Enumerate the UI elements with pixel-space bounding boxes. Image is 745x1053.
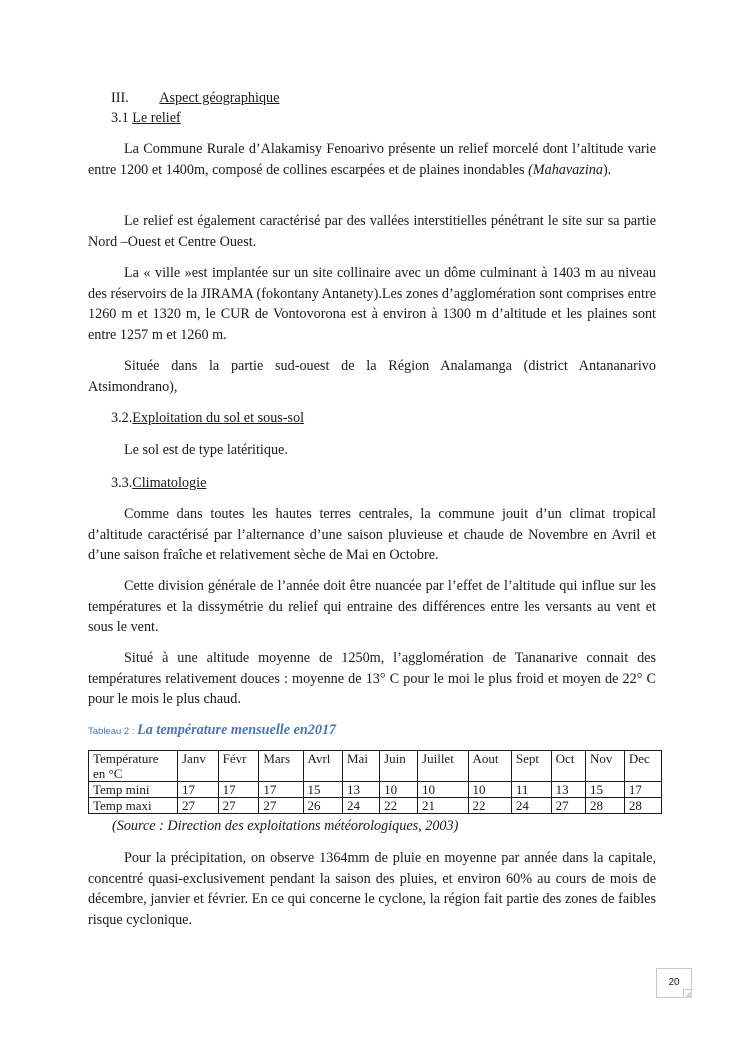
paragraph-relief-3: La « ville »est implantée sur un site collinaire avec un dôme culminant à 1403 m au niveau des réservoirs de la JIRAMA (fokontany Antanety).Les zones d’agglomération sont comprises entre 1260 m et 1320 m, le CUR de Vontovorona est à environ à 1300 m d’altitude et les plaines sont entre 1257 m et 1260 m. [88, 265, 656, 343]
month-header: Sept [511, 751, 551, 782]
table-cell: 10 [380, 782, 418, 798]
table-cell: 24 [511, 798, 551, 814]
month-header: Nov [586, 751, 625, 782]
section-title: Aspect géographique [159, 90, 280, 106]
table-cell: 26 [303, 798, 342, 814]
month-header: Janv [178, 751, 219, 782]
paragraph-climat-1: Comme dans toutes les hautes terres centrales, la commune jouit d’un climat tropical d’altitude caractérisé par l’alternance d’une saison pluvieuse et chaude de Novembre en Avril et d’une saison fraîche et relativement sèche de Mai en Octobre. [88, 506, 656, 563]
table-cell: 24 [342, 798, 379, 814]
temperature-table [88, 750, 662, 814]
paragraph-text: La Commune Rurale d’Alakamisy Fenoarivo présente un relief morcelé dont l’altitude varie entre 1200 et 1400m, composé de collines escarpées et de plaines inondables [88, 141, 656, 178]
table-header-label [89, 751, 178, 782]
subsection-number: 3.1 [111, 110, 129, 126]
table-cell: 27 [551, 798, 585, 814]
table-cell: 13 [342, 782, 379, 798]
table-caption-title: La température mensuelle en2017 [137, 722, 337, 738]
page-number: 20 [668, 977, 680, 988]
subsection-heading-sol [111, 408, 304, 428]
table-cell: 13 [551, 782, 585, 798]
month-header: Mai [342, 751, 379, 782]
paragraph-relief-4: Située dans la partie sud-ouest de la Région Analamanga (district Antananarivo Atsimondrano), [88, 358, 656, 395]
table-header-row [89, 751, 662, 782]
subsection-number: 3.2. [111, 410, 133, 426]
paragraph-sol-1: Le sol est de type latéritique. [124, 442, 288, 458]
subsection-number: 3.3. [111, 475, 133, 491]
month-header: Mars [259, 751, 303, 782]
subsection-title: Climatologie [132, 475, 207, 491]
table-cell: 15 [586, 782, 625, 798]
table-cell: 22 [468, 798, 511, 814]
header-line: Température [93, 751, 159, 766]
table-row [89, 798, 662, 814]
table-cell: 17 [624, 782, 661, 798]
section-number: III. [111, 90, 129, 106]
table-source: (Source : Direction des exploitations météorologiques, 2003) [112, 818, 459, 834]
table-cell: 27 [178, 798, 219, 814]
table-cell: 11 [511, 782, 551, 798]
month-header: Aout [468, 751, 511, 782]
month-header: Oct [551, 751, 585, 782]
table-cell: 28 [586, 798, 625, 814]
table-cell: 27 [218, 798, 259, 814]
table-cell: 15 [303, 782, 342, 798]
paragraph-text-end: ). [602, 161, 612, 178]
table-cell: 27 [259, 798, 303, 814]
table-cell: 17 [178, 782, 219, 798]
month-header: Avrl [303, 751, 342, 782]
table-cell: 21 [418, 798, 468, 814]
header-line: en °C [93, 766, 123, 781]
subsection-heading-relief [111, 108, 181, 128]
page-number-box [656, 968, 692, 998]
paragraph-climat-3: Situé à une altitude moyenne de 1250m, l’agglomération de Tananarive connait des températures relativement douces : moyenne de 13° C pour le moi le plus froid et moyen de 22° C pour le mois le plus chaud. [88, 650, 656, 707]
subsection-heading-climat [111, 473, 206, 493]
table-cell: 10 [468, 782, 511, 798]
month-header: Juin [380, 751, 418, 782]
paragraph-climat-2: Cette division générale de l’année doit être nuancée par l’effet de l’altitude qui influe sur les températures et la dissymétrie du relief qui entraine des différences entre les versants au vent et sous le vent. [88, 578, 656, 635]
month-header: Févr [218, 751, 259, 782]
table-cell: 28 [624, 798, 661, 814]
paragraph-relief-1 [88, 139, 656, 180]
month-header: Dec [624, 751, 661, 782]
paragraph-precipitation: Pour la précipitation, on observe 1364mm de pluie en moyenne par année dans la capitale, concentré quasi-exclusivement pendant la saison des pluies, et environ 60% au cours de mois de décembre, janvier et février. En ce qui concerne le cyclone, la région fait partie des zones de faibles risque cyclonique. [88, 850, 656, 928]
table-cell: 10 [418, 782, 468, 798]
table-cell: 17 [218, 782, 259, 798]
subsection-title: Exploitation du sol et sous-sol [132, 410, 305, 426]
row-label: Temp maxi [89, 798, 178, 814]
table-caption [88, 721, 336, 739]
row-label: Temp mini [89, 782, 178, 798]
table-cell: 17 [259, 782, 303, 798]
italic-term: (Mahavazina [528, 161, 603, 178]
page-curl-icon [683, 989, 692, 998]
subsection-title: Le relief [132, 110, 181, 126]
table-row [89, 782, 662, 798]
table-cell: 22 [380, 798, 418, 814]
paragraph-relief-2: Le relief est également caractérisé par des vallées interstitielles pénétrant le site sur sa partie Nord –Ouest et Centre Ouest. [88, 213, 656, 250]
month-header: Juillet [418, 751, 468, 782]
section-heading [111, 88, 279, 108]
table-caption-label: Tableau 2 : [88, 726, 138, 737]
